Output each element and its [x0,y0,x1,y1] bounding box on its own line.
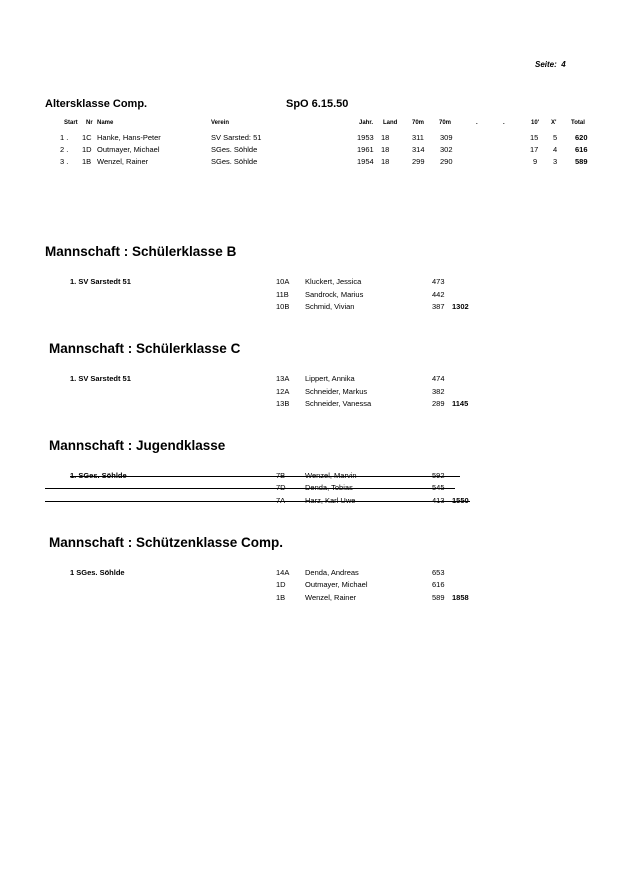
member-nr: 11B [276,290,289,299]
row-x: 5 [553,133,558,142]
header-x: X' [551,120,557,126]
row-land: 18 [381,145,390,154]
member-name: Wenzel, Rainer [305,593,357,602]
header-verein: Verein [211,120,230,126]
member-score: 413 [432,496,445,505]
row-place: 2 . [60,145,69,154]
member-nr: 7A [276,496,286,505]
member-name: Denda, Tobias [305,483,353,492]
header-name: Name [97,120,114,126]
member-score: 653 [432,568,445,577]
row-x: 4 [553,145,558,154]
member-nr: 7D [276,483,286,492]
sport-code: SpO 6.15.50 [286,98,349,110]
team-total: 1858 [452,593,469,602]
team-club: 1 SGes. Söhlde [70,568,125,577]
row-place: 1 . [60,133,69,142]
row-year: 1953 [357,133,374,142]
team-title: Mannschaft : Schülerklasse C [49,341,241,356]
age-class-title: Altersklasse Comp. [45,98,148,110]
row-club: SGes. Söhlde [211,157,258,166]
member-name: Lippert, Annika [305,374,355,383]
row-tens: 15 [530,133,539,142]
member-nr: 13B [276,399,290,408]
member-score: 473 [432,277,445,286]
member-score: 589 [432,593,445,602]
member-name: Kluckert, Jessica [305,277,362,286]
header-total: Total [571,120,585,126]
header-dot-1: . [476,120,478,126]
team-club: 1. SGes. Söhlde [70,471,127,480]
row-land: 18 [381,133,390,142]
row-r2: 302 [440,145,453,154]
member-nr: 1D [276,580,286,589]
member-score: 289 [432,399,445,408]
member-score: 545 [432,483,445,492]
row-club: SGes. Söhlde [211,145,258,154]
team-club: 1. SV Sarstedt 51 [70,277,131,286]
team-total: 1302 [452,302,469,311]
header-tens: 10' [531,120,540,126]
row-name: Wenzel, Rainer [97,157,149,166]
row-year: 1954 [357,157,374,166]
member-nr: 14A [276,568,290,577]
member-score: 592 [432,471,445,480]
row-place: 3 . [60,157,69,166]
header-nr: Nr [86,120,93,126]
header-dot-2: . [503,120,505,126]
team-total: 1145 [452,399,469,408]
row-total: 589 [575,157,588,166]
header-land: Land [383,120,398,126]
row-total: 616 [575,145,588,154]
team-title: Mannschaft : Schützenklasse Comp. [49,535,284,550]
header-70m-2: 70m [439,120,452,126]
team-total: 1550 [452,496,469,505]
member-nr: 7B [276,471,286,480]
member-name: Harz, Karl Uwe [305,496,356,505]
member-score: 387 [432,302,445,311]
row-r2: 309 [440,133,453,142]
member-name: Schneider, Vanessa [305,399,372,408]
member-name: Sandrock, Marius [305,290,364,299]
member-score: 474 [432,374,445,383]
member-name: Wenzel, Marvin [305,471,357,480]
member-name: Denda, Andreas [305,568,359,577]
member-score: 382 [432,387,445,396]
team-club: 1. SV Sarstedt 51 [70,374,131,383]
member-nr: 10A [276,277,290,286]
row-nr: 1C [82,133,92,142]
header-70m-1: 70m [412,120,425,126]
member-name: Outmayer, Michael [305,580,368,589]
row-name: Hanke, Hans-Peter [97,133,161,142]
member-nr: 12A [276,387,290,396]
row-nr: 1D [82,145,92,154]
row-name: Outmayer, Michael [97,145,160,154]
member-score: 442 [432,290,445,299]
page-number [535,60,566,69]
row-club: SV Sarsted: 51 [211,133,262,142]
row-tens: 9 [533,157,538,166]
row-nr: 1B [82,157,92,166]
team-title: Mannschaft : Schülerklasse B [45,244,237,259]
row-r1: 314 [412,145,425,154]
row-x: 3 [553,157,558,166]
row-r1: 299 [412,157,425,166]
member-score: 616 [432,580,445,589]
member-name: Schmid, Vivian [305,302,355,311]
strikethrough-line [70,476,460,477]
member-name: Schneider, Markus [305,387,368,396]
row-r1: 311 [412,133,424,142]
member-nr: 10B [276,302,290,311]
team-title: Mannschaft : Jugendklasse [49,438,226,453]
page-label: Seite: [535,60,557,69]
header-jahr: Jahr. [359,120,374,126]
row-land: 18 [381,157,390,166]
row-r2: 290 [440,157,453,166]
row-total: 620 [575,133,588,142]
header-start: Start [64,120,78,126]
page-number-value: 4 [561,60,566,69]
strikethrough-line [45,488,455,489]
member-nr: 1B [276,593,286,602]
member-nr: 13A [276,374,290,383]
row-year: 1961 [357,145,374,154]
row-tens: 17 [530,145,539,154]
strikethrough-line [45,501,470,502]
